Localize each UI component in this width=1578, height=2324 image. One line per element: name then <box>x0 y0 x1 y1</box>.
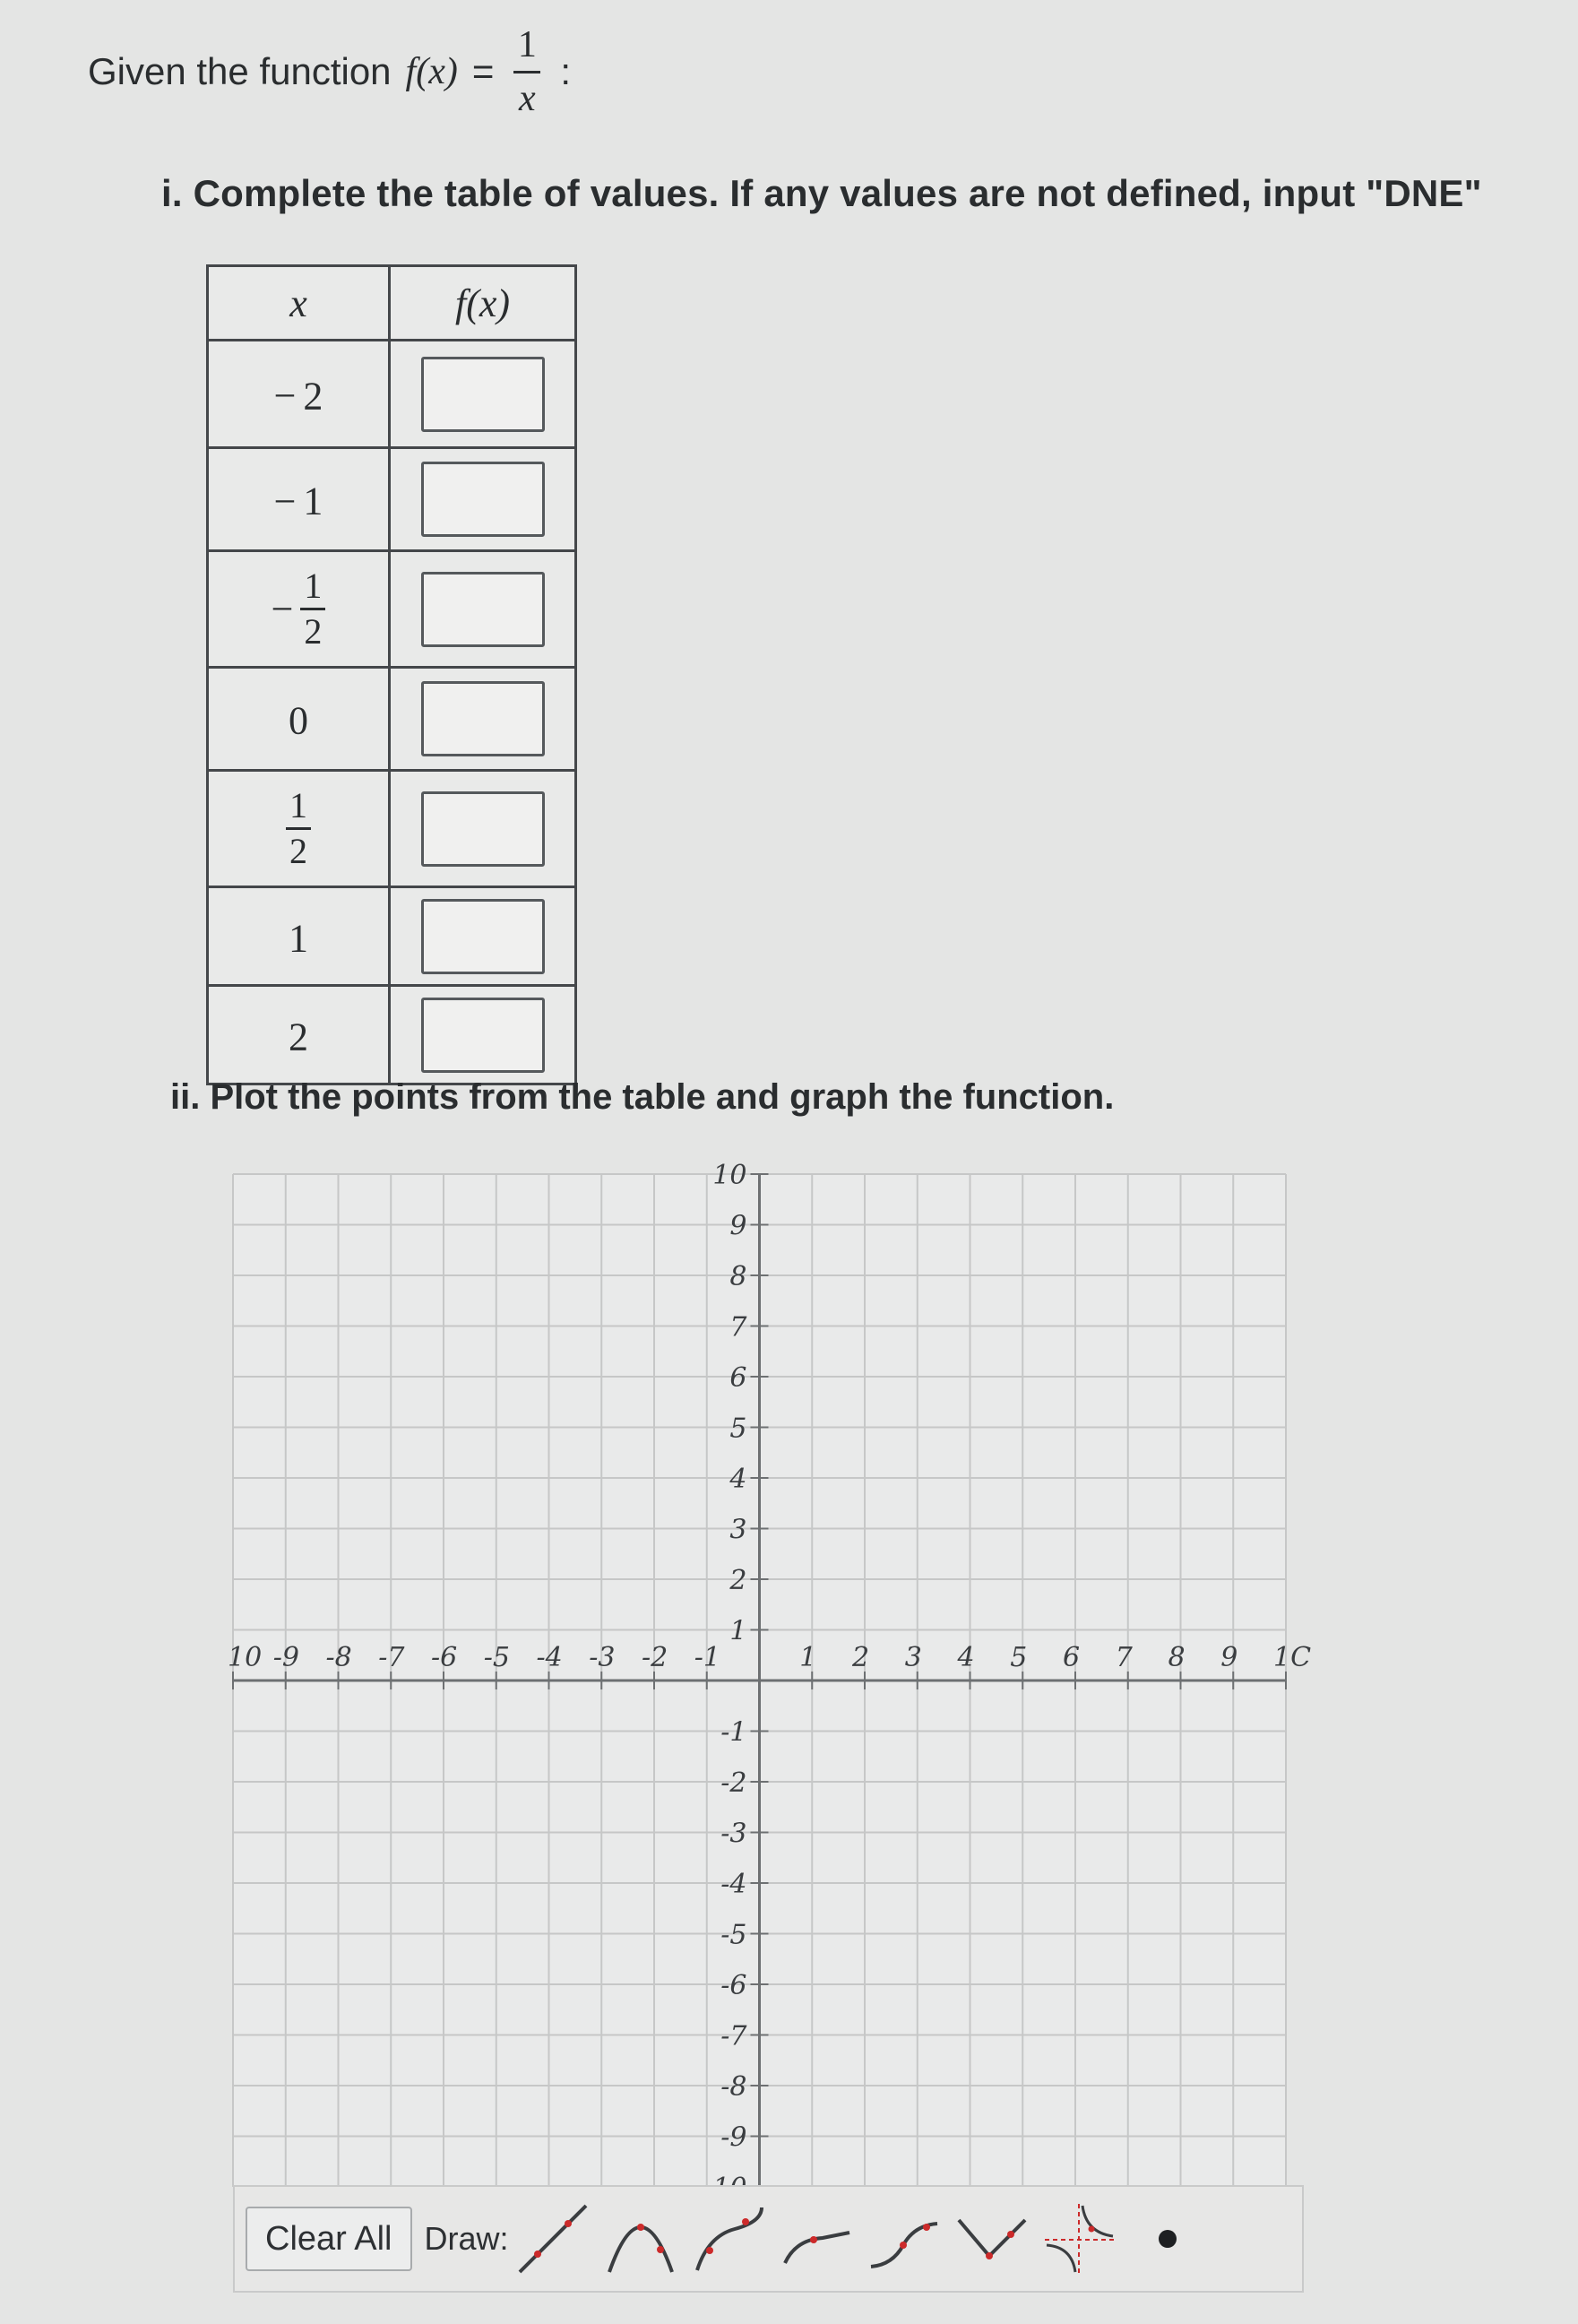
y-tick-label: 7 <box>729 1311 747 1343</box>
table-header-row <box>208 266 576 341</box>
y-tick-label: 10 <box>712 1160 747 1191</box>
rational-tool-icon <box>1041 2200 1118 2277</box>
y-tick-label: -2 <box>720 1767 747 1799</box>
x-tick-label: 6 <box>1063 1642 1081 1673</box>
x-tick-label: 3 <box>904 1642 922 1673</box>
x-tick-label: -2 <box>642 1642 668 1673</box>
fraction-bar <box>513 71 540 73</box>
y-tick-label: 4 <box>729 1464 747 1495</box>
header-x: x <box>208 266 390 341</box>
fx-answer-input[interactable] <box>421 681 545 756</box>
x-tick-label: 5 <box>1010 1642 1028 1673</box>
equals-sign: = <box>471 50 495 92</box>
x-value: 2 <box>303 374 323 419</box>
fx-answer-cell <box>390 887 576 986</box>
table-row <box>208 771 576 887</box>
fx-answer-cell <box>390 986 576 1084</box>
x-tick-label: -1 <box>694 1642 720 1673</box>
y-tick-label: -5 <box>720 1919 747 1951</box>
x-value: 1 <box>289 916 308 961</box>
fraction-numerator: 1 <box>517 24 537 66</box>
sqrt-tool-icon <box>690 2200 767 2277</box>
fx-answer-cell <box>390 668 576 771</box>
problem-intro <box>88 18 571 125</box>
table-row <box>208 551 576 668</box>
fx-answer-cell <box>390 771 576 887</box>
x-fraction-denominator: 2 <box>289 831 307 871</box>
y-tick-label: -4 <box>720 1869 747 1900</box>
x-value-cell <box>208 341 390 448</box>
absolute-value-tool-icon <box>953 2200 1030 2277</box>
y-tick-label: -7 <box>720 2020 747 2052</box>
x-fraction-bar <box>300 608 325 610</box>
x-value: 2 <box>289 1015 308 1059</box>
table-row <box>208 986 576 1084</box>
x-tick-label: -3 <box>589 1642 616 1673</box>
x-value-cell <box>208 668 390 771</box>
y-tick-label: 5 <box>729 1413 747 1445</box>
x-tick-label: 2 <box>852 1642 870 1673</box>
x-value-cell <box>208 986 390 1084</box>
x-fraction <box>300 568 325 650</box>
table-row <box>208 341 576 448</box>
fx-answer-input[interactable] <box>421 357 545 432</box>
x-sign: − <box>273 479 297 523</box>
x-tick-label: 8 <box>1168 1642 1186 1673</box>
x-fraction-numerator: 1 <box>289 785 307 825</box>
clear-all-button[interactable]: Clear All <box>246 2207 412 2271</box>
table-row <box>208 668 576 771</box>
x-tick-label: 10 <box>228 1642 263 1673</box>
y-tick-label: -6 <box>720 1970 747 2001</box>
intro-text: Given the function <box>88 50 392 92</box>
draw-toolbar <box>233 2185 1304 2293</box>
draw-label: Draw: <box>424 2220 509 2257</box>
sqrt-tool[interactable] <box>685 2194 772 2284</box>
log-tool-icon <box>778 2200 855 2277</box>
line-tool-icon <box>514 2200 591 2277</box>
x-value-cell <box>208 887 390 986</box>
absolute-value-tool[interactable] <box>948 2194 1036 2284</box>
line-tool[interactable] <box>509 2194 597 2284</box>
x-sign: − <box>273 374 297 419</box>
fx-answer-input[interactable] <box>421 998 545 1073</box>
parabola-tool-icon <box>602 2200 679 2277</box>
x-tick-label: -8 <box>325 1642 352 1673</box>
fx-answer-cell <box>390 341 576 448</box>
fx-answer-input[interactable] <box>421 572 545 647</box>
y-tick-label: -1 <box>720 1716 747 1749</box>
x-value-cell <box>208 771 390 887</box>
fx-answer-input[interactable] <box>421 791 545 867</box>
x-fraction-bar <box>286 827 311 830</box>
x-sign: − <box>271 587 294 631</box>
table-row <box>208 448 576 551</box>
x-tick-label: 9 <box>1220 1642 1238 1673</box>
fraction-denominator: x <box>519 77 536 119</box>
coordinate-grid[interactable] <box>215 1156 1312 2196</box>
x-tick-label: -6 <box>431 1642 458 1673</box>
cubic-tool[interactable] <box>860 2194 948 2284</box>
x-value-cell <box>208 551 390 668</box>
graph-panel[interactable] <box>215 1156 1312 2200</box>
x-fraction-denominator: 2 <box>304 611 323 652</box>
log-tool[interactable] <box>772 2194 860 2284</box>
header-fx: f(x) <box>390 266 576 341</box>
y-tick-label: -3 <box>720 1818 747 1850</box>
cubic-tool-icon <box>866 2200 943 2277</box>
values-table <box>206 264 577 1085</box>
x-tick-label: -4 <box>536 1642 563 1673</box>
y-tick-label: 6 <box>729 1362 747 1394</box>
x-tick-label: 7 <box>1115 1642 1133 1673</box>
x-tick-label: -5 <box>483 1642 510 1673</box>
x-value: 0 <box>289 698 308 743</box>
colon: : <box>560 50 572 92</box>
y-tick-label: 8 <box>729 1261 747 1292</box>
function-name: f(x) <box>405 51 458 92</box>
x-tick-label: 1 <box>799 1642 817 1673</box>
part-i-instruction: i. Complete the table of values. If any values are not defined, input "DNE" <box>161 172 1482 214</box>
point-tool-icon <box>1129 2200 1206 2277</box>
x-tick-label: -7 <box>378 1642 405 1673</box>
y-tick-label: 3 <box>729 1514 747 1546</box>
fx-answer-input[interactable] <box>421 899 545 974</box>
y-tick-label: 1 <box>729 1615 747 1647</box>
fx-answer-input[interactable] <box>421 462 545 537</box>
part-ii-instruction: ii. Plot the points from the table and graph the function. <box>170 1077 1115 1117</box>
x-value-cell <box>208 448 390 551</box>
x-tick-label: -9 <box>272 1642 299 1673</box>
parabola-tool[interactable] <box>597 2194 685 2284</box>
table-row <box>208 887 576 986</box>
function-fraction <box>513 25 540 117</box>
y-tick-label: 2 <box>729 1565 747 1596</box>
x-value: 1 <box>303 479 323 523</box>
x-fraction <box>286 785 311 871</box>
fx-answer-cell <box>390 551 576 668</box>
fx-answer-cell <box>390 448 576 551</box>
y-tick-label: -9 <box>720 2121 747 2154</box>
x-fraction-numerator: 1 <box>304 566 323 606</box>
rational-tool[interactable] <box>1036 2194 1124 2284</box>
x-tick-label: 4 <box>957 1642 975 1673</box>
y-tick-label: -8 <box>720 2071 747 2103</box>
x-tick-label: 1C <box>1273 1642 1312 1673</box>
y-tick-label: 9 <box>729 1210 747 1242</box>
point-tool[interactable] <box>1124 2194 1212 2284</box>
